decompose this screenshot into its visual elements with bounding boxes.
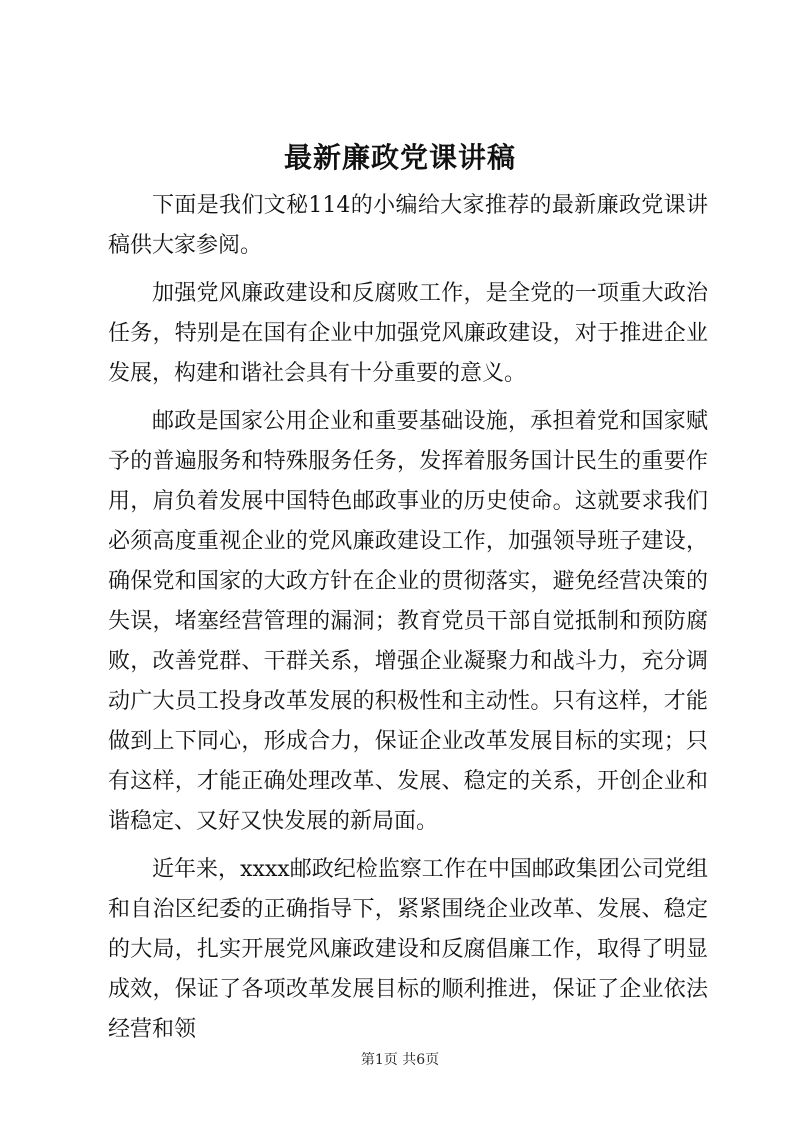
page-number-footer: 第1页 共6页	[360, 1052, 440, 1068]
paragraph-intro: 下面是我们文秘114的小编给大家推荐的最新廉政党课讲稿供大家参阅。	[108, 193, 708, 258]
paragraph-recent-years: 近年来，xxxx邮政纪检监察工作在中国邮政集团公司党组和自治区纪委的正确指导下，紧紧围绕企业改革、发展、稳定的大局，扎实开展党风廉政建设和反腐倡廉工作，取得了明显成效，保证了各项改革发展目标的顺利推进，保证了企业依法经营和领	[108, 857, 708, 1042]
document-title: 最新廉政党课讲稿	[283, 141, 516, 174]
paragraph-importance: 加强党风廉政建设和反腐败工作，是全党的一项重大政治任务，特别是在国有企业中加强党风廉政建设，对于推进企业发展，构建和谐社会具有十分重要的意义。	[108, 281, 708, 386]
paragraph-postal-role: 邮政是国家公用企业和重要基础设施，承担着党和国家赋予的普遍服务和特殊服务任务，发挥着服务国计民生的重要作用，肩负着发展中国特色邮政事业的历史使命。这就要求我们必须高度重视企业的党风廉政建设工作，加强领导班子建设，确保党和国家的大政方针在企业的贯彻落实，避免经营决策的失误，堵塞经营管理的漏洞；教育党员干部自觉抵制和预防腐败，改善党群、干群关系，增强企业凝聚力和战斗力，充分调动广大员工投身改革发展的积极性和主动性。只有这样，才能做到上下同心，形成合力，保证企业改革发展目标的实现；只有这样，才能正确处理改革、发展、稳定的关系，开创企业和谐稳定、又好又快发展的新局面。	[108, 409, 708, 834]
document-body	[108, 186, 708, 1058]
